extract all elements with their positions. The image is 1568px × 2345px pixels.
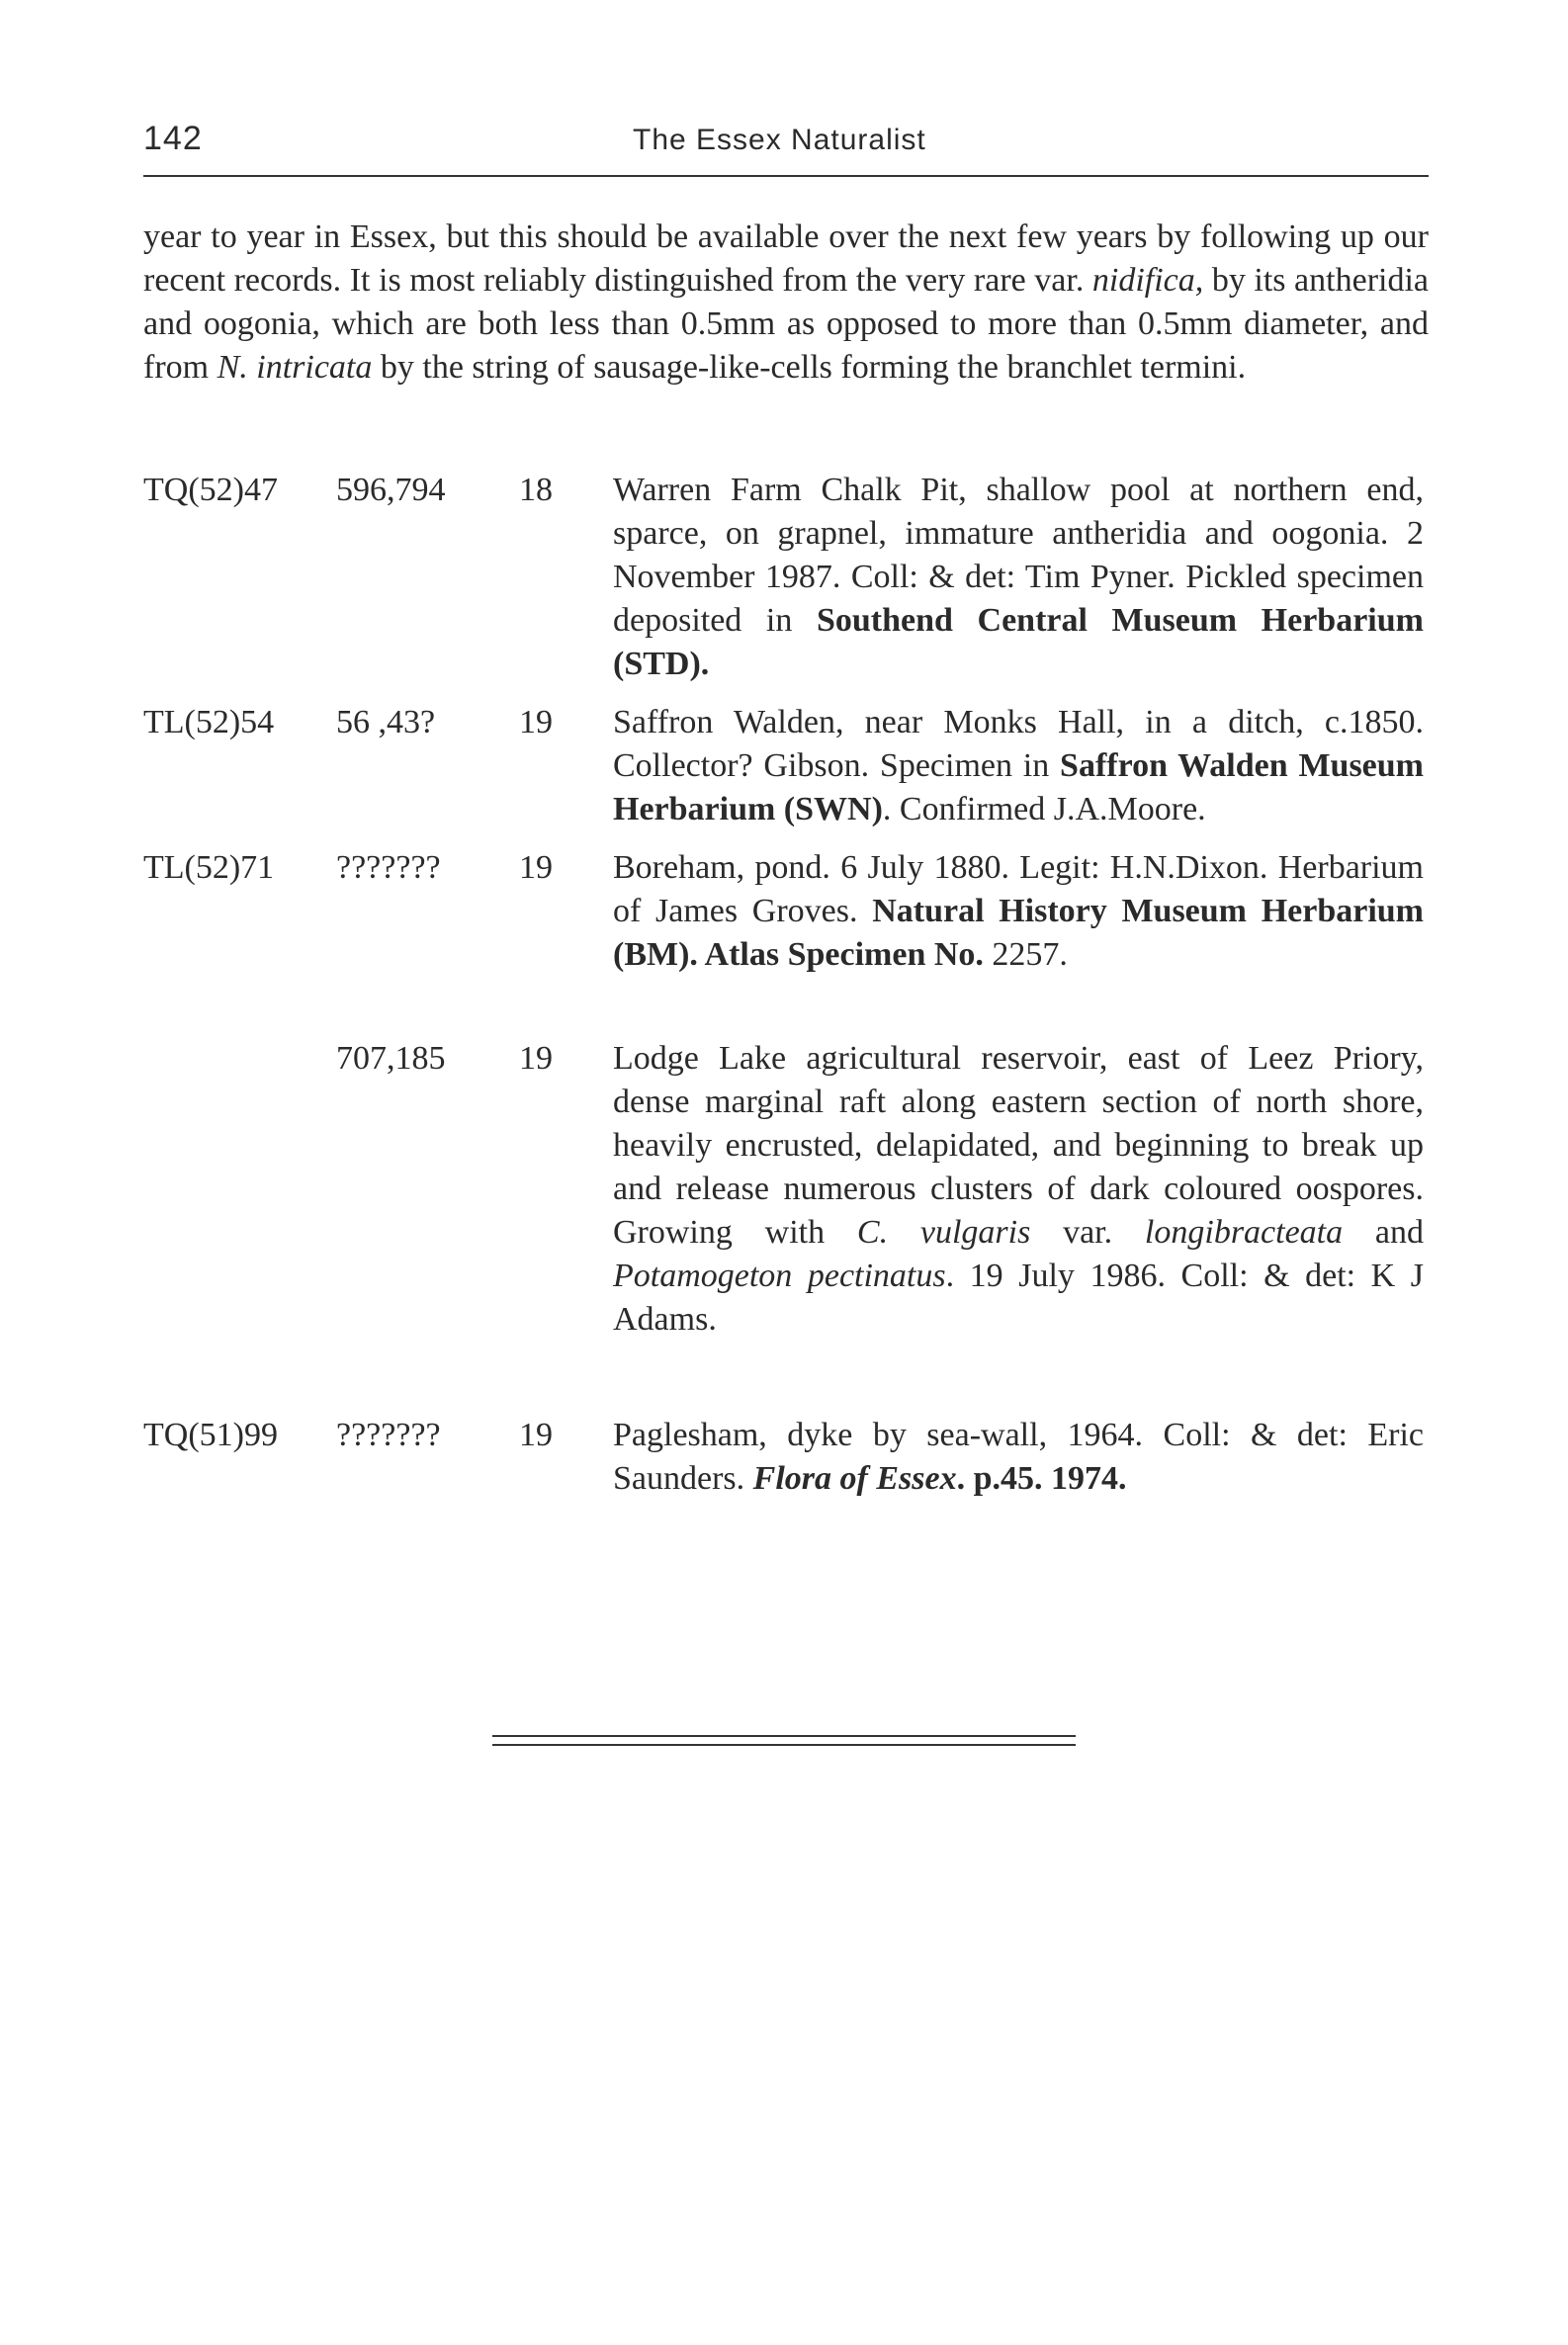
end-rule (492, 1744, 1076, 1746)
record-text: 2257. (983, 936, 1068, 973)
record-text: Paglesham, dyke by sea-wall, 1964. Coll: & det: Eric Saunders. (613, 1417, 1424, 1497)
record-text: Boreham, pond. 6 July 1880. Legit: H.N.Dixon. Herbarium of James Groves. (613, 849, 1424, 929)
intro-text: by the string of sausage-like-cells forming the branchlet termini. (372, 349, 1247, 386)
record-description (613, 846, 1424, 977)
running-header (143, 114, 1429, 177)
record-grid-ref: TQ(52)47 (143, 472, 278, 508)
record-coordinates: ??????? (336, 849, 441, 886)
record-taxon: longibracteata (1144, 1214, 1344, 1251)
record-description (613, 1037, 1424, 1342)
record-grid-ref: TL(52)71 (143, 849, 275, 886)
record-text: var. (1030, 1214, 1145, 1251)
intro-text: year to year in Essex, but this should be available over the next few years by following up our recent records. It is most reliably distinguished from the very rare var. (143, 218, 1429, 299)
page-number: 142 (143, 120, 203, 157)
record-grid-ref: TQ(51)99 (143, 1417, 278, 1453)
intro-paragraph (143, 216, 1429, 390)
journal-title: The Essex Naturalist (633, 124, 926, 156)
record-publication-ref: . p.45. 1974. (956, 1460, 1127, 1497)
record-grid-ref: TL(52)54 (143, 704, 275, 740)
record-text: Lodge Lake agricultural reservoir, east of Leez Priory, dense marginal raft along eastern section of north shore, heavily encrusted, delapidated, and beginning to break up and release numerous clusters of dark coloured oospores. Growing with (613, 1040, 1424, 1251)
record-herbarium: Saffron Walden Museum Herbarium (SWN) (613, 747, 1424, 827)
record-number: 19 (519, 849, 553, 886)
record-text: . Confirmed J.A.Moore. (882, 791, 1206, 827)
record-coordinates: 596,794 (336, 472, 446, 508)
record-number: 19 (519, 1417, 553, 1453)
record-description (613, 469, 1424, 686)
record-herbarium: Southend Central Museum Herbarium (STD). (613, 602, 1424, 682)
record-taxon: Potamogeton pectinatus (613, 1258, 946, 1294)
record-description (613, 701, 1424, 831)
end-rule (492, 1735, 1076, 1737)
record-herbarium: Natural History Museum Herbarium (BM). Atlas Specimen No. (613, 893, 1424, 973)
record-text: and (1343, 1214, 1424, 1251)
record-text: Warren Farm Chalk Pit, shallow pool at northern end, sparce, on grapnel, immature antheridia and oogonia. 2 November 1987. Coll: & det: Tim Pyner. Pickled specimen deposited in (613, 472, 1424, 639)
record-number: 19 (519, 704, 553, 740)
intro-text: by its antheridia and oogonia, which are both less than 0.5mm as opposed to more than 0.5mm diameter, and from (143, 262, 1429, 386)
record-taxon: C. vulgaris (856, 1214, 1031, 1251)
record-text: Saffron Walden, near Monks Hall, in a ditch, c.1850. Collector? Gibson. Specimen in (613, 704, 1424, 784)
record-coordinates: 56 ,43? (336, 704, 436, 740)
record-text: . 19 July 1986. Coll: & det: K J Adams. (613, 1258, 1424, 1338)
record-number: 19 (519, 1040, 553, 1077)
intro-taxon-intricata: N. intricata (217, 349, 373, 386)
record-description (613, 1414, 1424, 1501)
intro-taxon-nidifica: nidifica, (1091, 262, 1204, 299)
record-coordinates: 707,185 (336, 1040, 446, 1077)
record-number: 18 (519, 472, 553, 508)
record-publication-title: Flora of Essex (752, 1460, 957, 1497)
record-coordinates: ??????? (336, 1417, 441, 1453)
